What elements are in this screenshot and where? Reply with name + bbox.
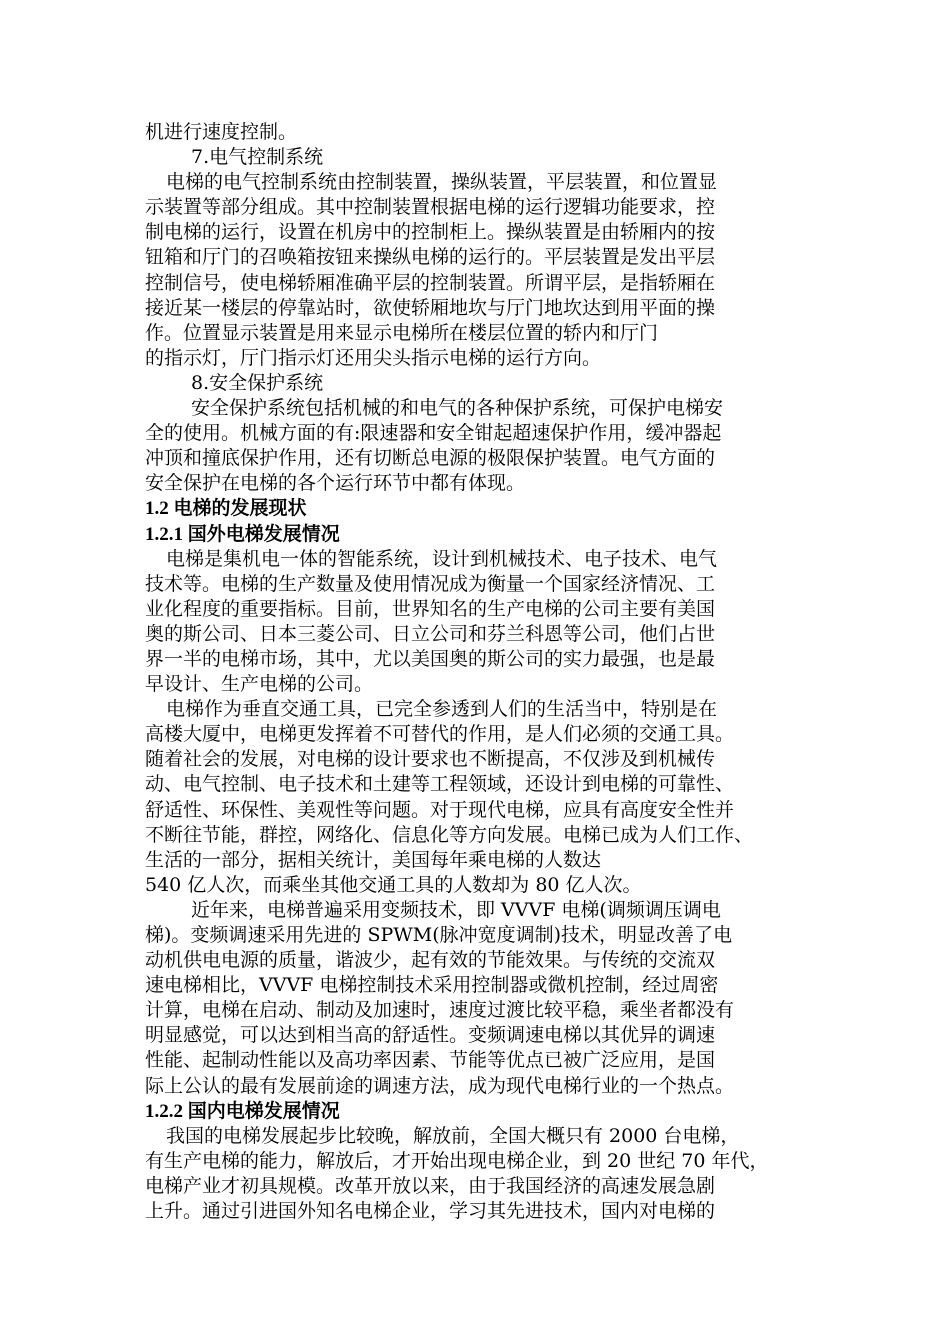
text-line: 性能、起制动性能以及高功率因素、节能等优点已被广泛应用，是国 (145, 1049, 716, 1072)
text-line: 近年来，电梯普遍采用变频技术，即 VVVF 电梯(调频调压调电 (191, 898, 721, 921)
text-line: 全的使用。机械方面的有:限速器和安全钳起超速保护作用，缓冲器起 (145, 422, 722, 445)
text-line: 8.安全保护系统 (191, 371, 324, 394)
document-page (145, 120, 821, 1224)
text-line: 安全保护系统包括机械的和电气的各种保护系统，可保护电梯安 (191, 397, 724, 420)
text-line: 不断往节能，群控，网络化、信息化等方向发展。电梯已成为人们工作、 (145, 823, 754, 846)
text-line: 随着社会的发展，对电梯的设计要求也不断提高，不仅涉及到机械传 (145, 748, 716, 771)
section-heading: 1.2.2 国内电梯发展情况 (145, 1100, 340, 1122)
text-line: 计算，电梯在启动、制动及加速时，速度过渡比较平稳，乘坐者都没有 (145, 999, 735, 1022)
text-line: 速电梯相比，VVVF 电梯控制技术采用控制器或微机控制，经过周密 (145, 974, 719, 997)
text-line: 示装置等部分组成。其中控制装置根据电梯的运行逻辑功能要求，控 (145, 196, 716, 219)
text-line: 电梯作为垂直交通工具，已完全参透到人们的生活当中，特别是在 (166, 698, 718, 721)
text-line: 上升。通过引进国外知名电梯企业，学习其先进技术，国内对电梯的 (145, 1200, 716, 1223)
text-line: 有生产电梯的能力，解放后，才开始出现电梯企业，到 20 世纪 70 年代， (145, 1149, 769, 1172)
text-line: 机进行速度控制。 (145, 121, 298, 143)
text-line: 控制信号，使电梯轿厢准确平层的控制装置。所谓平层，是指轿厢在 (145, 271, 716, 294)
text-line: 的指示灯，厅门指示灯还用尖头指示电梯的运行方向。 (145, 346, 602, 369)
section-heading: 1.2.1 国外电梯发展情况 (145, 523, 340, 545)
text-line: 我国的电梯发展起步比较晚，解放前，全国大概只有 2000 台电梯， (166, 1124, 740, 1147)
text-line: 动机供电电源的质量，谐波少，起有效的节能效果。与传统的交流双 (145, 949, 716, 972)
text-line: 制电梯的运行，设置在机房中的控制柜上。操纵装置是由轿厢内的按 (145, 221, 716, 244)
text-line: 作。位置显示装置是用来显示电梯所在楼层位置的轿内和厅门 (145, 321, 659, 344)
text-line: 高楼大厦中，电梯更发挥着不可替代的作用，是人们必须的交通工具。 (145, 723, 735, 746)
text-line: 7.电气控制系统 (191, 146, 324, 169)
text-line: 早设计、生产电梯的公司。 (145, 673, 374, 696)
text-line: 舒适性、环保性、美观性等问题。对于现代电梯，应具有高度安全性并 (145, 798, 735, 821)
text-line: 钮箱和厅门的召唤箱按钮来操纵电梯的运行的。平层装置是发出平层 (145, 246, 716, 269)
text-line: 冲顶和撞底保护作用，还有切断总电源的极限保护装置。电气方面的 (145, 447, 716, 470)
section-heading: 1.2 电梯的发展现状 (145, 498, 307, 520)
text-line: 业化程度的重要指标。目前，世界知名的生产电梯的公司主要有美国 (145, 597, 716, 620)
text-line: 奥的斯公司、日本三菱公司、日立公司和芬兰科恩等公司，他们占世 (145, 622, 716, 645)
text-line: 安全保护在电梯的各个运行环节中都有体现。 (145, 472, 526, 495)
text-line: 梯)。变频调速采用先进的 SPWM(脉冲宽度调制)技术，明显改善了电 (145, 924, 733, 946)
text-line: 电梯是集机电一体的智能系统，设计到机械技术、电子技术、电气 (166, 547, 718, 570)
text-line: 技术等。电梯的生产数量及使用情况成为衡量一个国家经济情况、工 (145, 572, 716, 595)
text-line: 界一半的电梯市场，其中，尤以美国奥的斯公司的实力最强，也是最 (145, 647, 716, 670)
text-line: 生活的一部分，据相关统计，美国每年乘电梯的人数达 (145, 848, 602, 871)
text-line: 际上公认的最有发展前途的调速方法，成为现代电梯行业的一个热点。 (145, 1074, 735, 1097)
text-line: 明显感觉，可以达到相当高的舒适性。变频调速电梯以其优异的调速 (145, 1024, 716, 1047)
text-line: 动、电气控制、电子技术和土建等工程领域，还设计到电梯的可靠性、 (145, 773, 735, 796)
text-line: 电梯的电气控制系统由控制装置，操纵装置，平层装置，和位置显 (166, 171, 718, 194)
text-line: 540 亿人次，而乘坐其他交通工具的人数却为 80 亿人次。 (145, 873, 642, 896)
text-line: 接近某一楼层的停靠站时，欲使轿厢地坎与厅门地坎达到用平面的操 (145, 296, 716, 319)
text-line: 电梯产业才初具规模。改革开放以来，由于我国经济的高速发展急剧 (145, 1174, 716, 1197)
